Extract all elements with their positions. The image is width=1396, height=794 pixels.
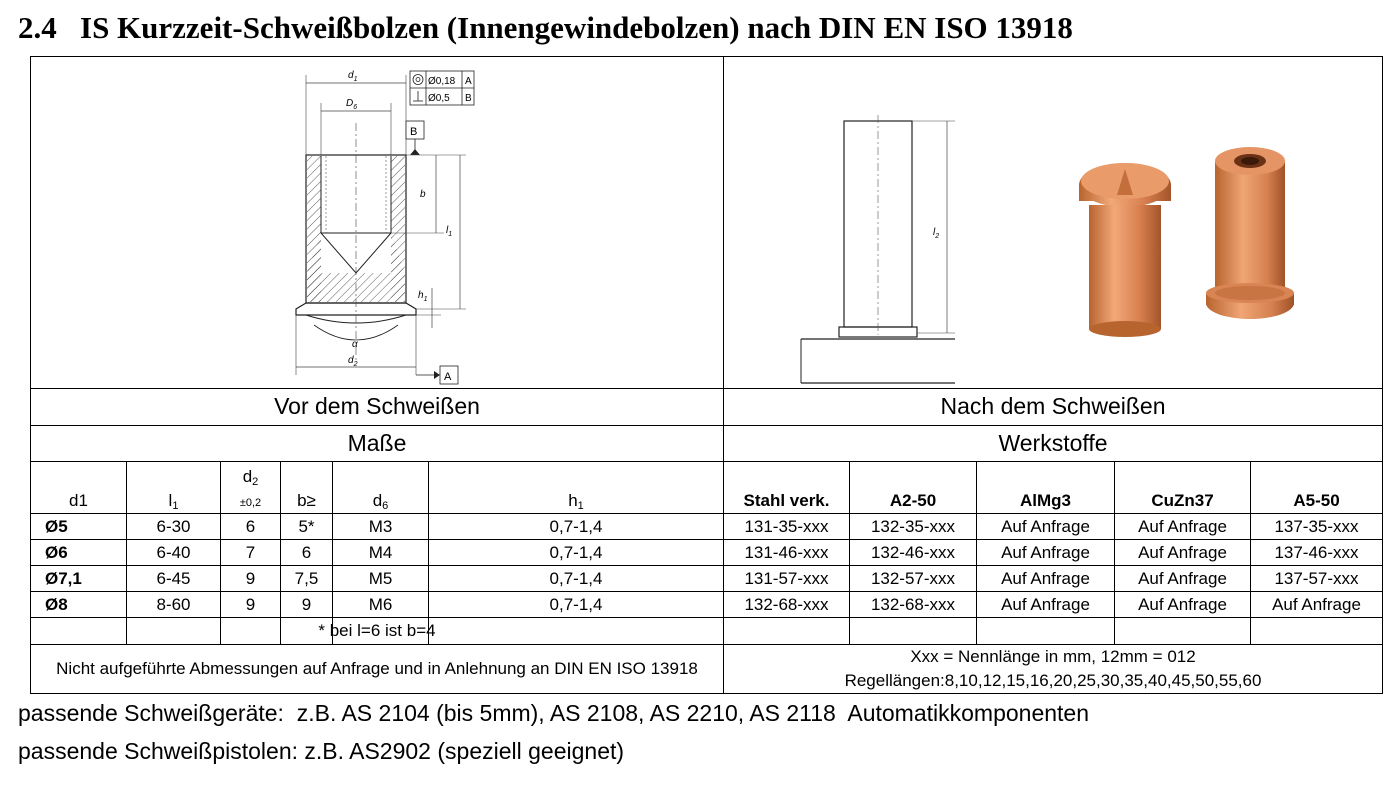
- tolerance-2-ref: B: [465, 93, 472, 104]
- product-table: [30, 56, 1383, 694]
- section-dimensions: Maße: [347, 429, 407, 456]
- cell-d6: M4: [368, 542, 393, 562]
- cell-material: 137-35-xxx: [1274, 516, 1359, 536]
- header-b: b≥: [297, 491, 316, 510]
- cell-d2: 6: [245, 516, 256, 536]
- cell-material: Auf Anfrage: [1138, 568, 1227, 588]
- header-l1: $l_1$: [168, 491, 179, 512]
- cell-d6: M3: [368, 516, 393, 536]
- cell-d2: 9: [245, 594, 256, 614]
- cell-h1: 0,7-1,4: [549, 516, 603, 536]
- d1-label: $d_1$: [348, 70, 358, 83]
- cell-material: 132-57-xxx: [870, 568, 956, 588]
- cell-material: 137-46-xxx: [1274, 542, 1359, 562]
- cell-material: 131-46-xxx: [744, 542, 829, 562]
- note-right-2: Regellängen:8,10,12,15,16,20,25,30,35,40,45,50,55,60: [844, 670, 1262, 690]
- cell-d6: M5: [368, 568, 393, 588]
- cell-b: 9: [301, 594, 312, 614]
- d6-label: $D_6$: [346, 98, 358, 111]
- cell-material: Auf Anfrage: [1138, 594, 1227, 614]
- cell-l1: 6-30: [156, 516, 191, 536]
- header-material-4: CuZn37: [1151, 491, 1214, 510]
- cell-d1: Ø5: [45, 516, 68, 536]
- footer-welders: passende Schweißgeräte: z.B. AS 2104 (bis 5mm), AS 2108, AS 2210, AS 2118 Automatikkomponenten: [18, 700, 1090, 726]
- tolerance-1-ref: A: [465, 76, 472, 87]
- cell-d2: 9: [245, 568, 256, 588]
- cell-b: 6: [301, 542, 312, 562]
- section-after: Nach dem Schweißen: [940, 393, 1166, 420]
- header-material-3: AlMg3: [1020, 491, 1071, 510]
- cell-d1: Ø7,1: [45, 568, 82, 588]
- cell-material: Auf Anfrage: [1138, 542, 1227, 562]
- cell-d6: M6: [368, 594, 393, 614]
- section-before: Vor dem Schweißen: [274, 393, 480, 420]
- cell-material: 131-35-xxx: [744, 516, 829, 536]
- cell-d1: Ø8: [45, 594, 68, 614]
- cell-material: Auf Anfrage: [1272, 594, 1361, 614]
- cell-material: Auf Anfrage: [1001, 568, 1090, 588]
- bolt-drawing-before: [286, 63, 476, 385]
- alpha-label: α: [352, 339, 358, 350]
- cell-material: Auf Anfrage: [1001, 542, 1090, 562]
- cell-material: Auf Anfrage: [1001, 594, 1090, 614]
- header-h1: $h_1$: [568, 491, 584, 512]
- copper-bolt-photo-2: [1203, 143, 1297, 329]
- cell-material: 132-68-xxx: [870, 594, 956, 614]
- copper-bolt-photo-1: [1075, 157, 1173, 337]
- b-label: b: [420, 189, 426, 200]
- cell-material: Auf Anfrage: [1138, 516, 1227, 536]
- h1-label: $h_1$: [418, 290, 428, 303]
- l2-label: $l_2$: [933, 227, 940, 240]
- cell-b: 7,5: [294, 568, 319, 588]
- header-d2-tolerance: ±0,2: [239, 497, 262, 509]
- cell-material: Auf Anfrage: [1001, 516, 1090, 536]
- tolerance-2: Ø0,5: [428, 93, 450, 104]
- cell-material: 132-68-xxx: [744, 594, 829, 614]
- cell-material: 131-57-xxx: [744, 568, 829, 588]
- note-b: * bei l=6 ist b=4: [318, 620, 436, 640]
- cell-h1: 0,7-1,4: [549, 542, 603, 562]
- cell-h1: 0,7-1,4: [549, 594, 603, 614]
- header-d6: $d_6$: [372, 491, 389, 512]
- note-right-1: Xxx = Nennlänge in mm, 12mm = 012: [910, 646, 1196, 666]
- section-materials: Werkstoffe: [998, 429, 1108, 456]
- header-material-1: Stahl verk.: [743, 491, 830, 510]
- cell-l1: 8-60: [156, 594, 191, 614]
- cell-l1: 6-45: [156, 568, 191, 588]
- header-material-5: A5-50: [1293, 491, 1340, 510]
- bolt-drawing-after: [799, 115, 959, 387]
- datum-b: B: [410, 126, 418, 138]
- page-heading: 2.4 IS Kurzzeit-Schweißbolzen (Innengewindebolzen) nach DIN EN ISO 13918: [18, 10, 1073, 45]
- d2-label: $d_2$: [348, 355, 358, 368]
- datum-a: A: [444, 371, 452, 383]
- tolerance-1: Ø0,18: [428, 76, 456, 87]
- footer-guns: passende Schweißpistolen: z.B. AS2902 (speziell geeignet): [18, 738, 625, 764]
- cell-material: 132-35-xxx: [870, 516, 956, 536]
- header-d2: $d_2$: [242, 467, 259, 488]
- cell-d2: 7: [245, 542, 256, 562]
- cell-material: 137-57-xxx: [1274, 568, 1359, 588]
- cell-d1: Ø6: [45, 542, 68, 562]
- note-left: Nicht aufgeführte Abmessungen auf Anfrage und in Anlehnung an DIN EN ISO 13918: [56, 658, 698, 678]
- l1-label: $l_1$: [446, 225, 453, 238]
- cell-h1: 0,7-1,4: [549, 568, 603, 588]
- header-material-2: A2-50: [889, 491, 937, 510]
- header-d1: d1: [69, 491, 88, 510]
- cell-b: 5*: [298, 516, 315, 536]
- cell-material: 132-46-xxx: [870, 542, 956, 562]
- cell-l1: 6-40: [156, 542, 191, 562]
- divider: [31, 461, 1382, 462]
